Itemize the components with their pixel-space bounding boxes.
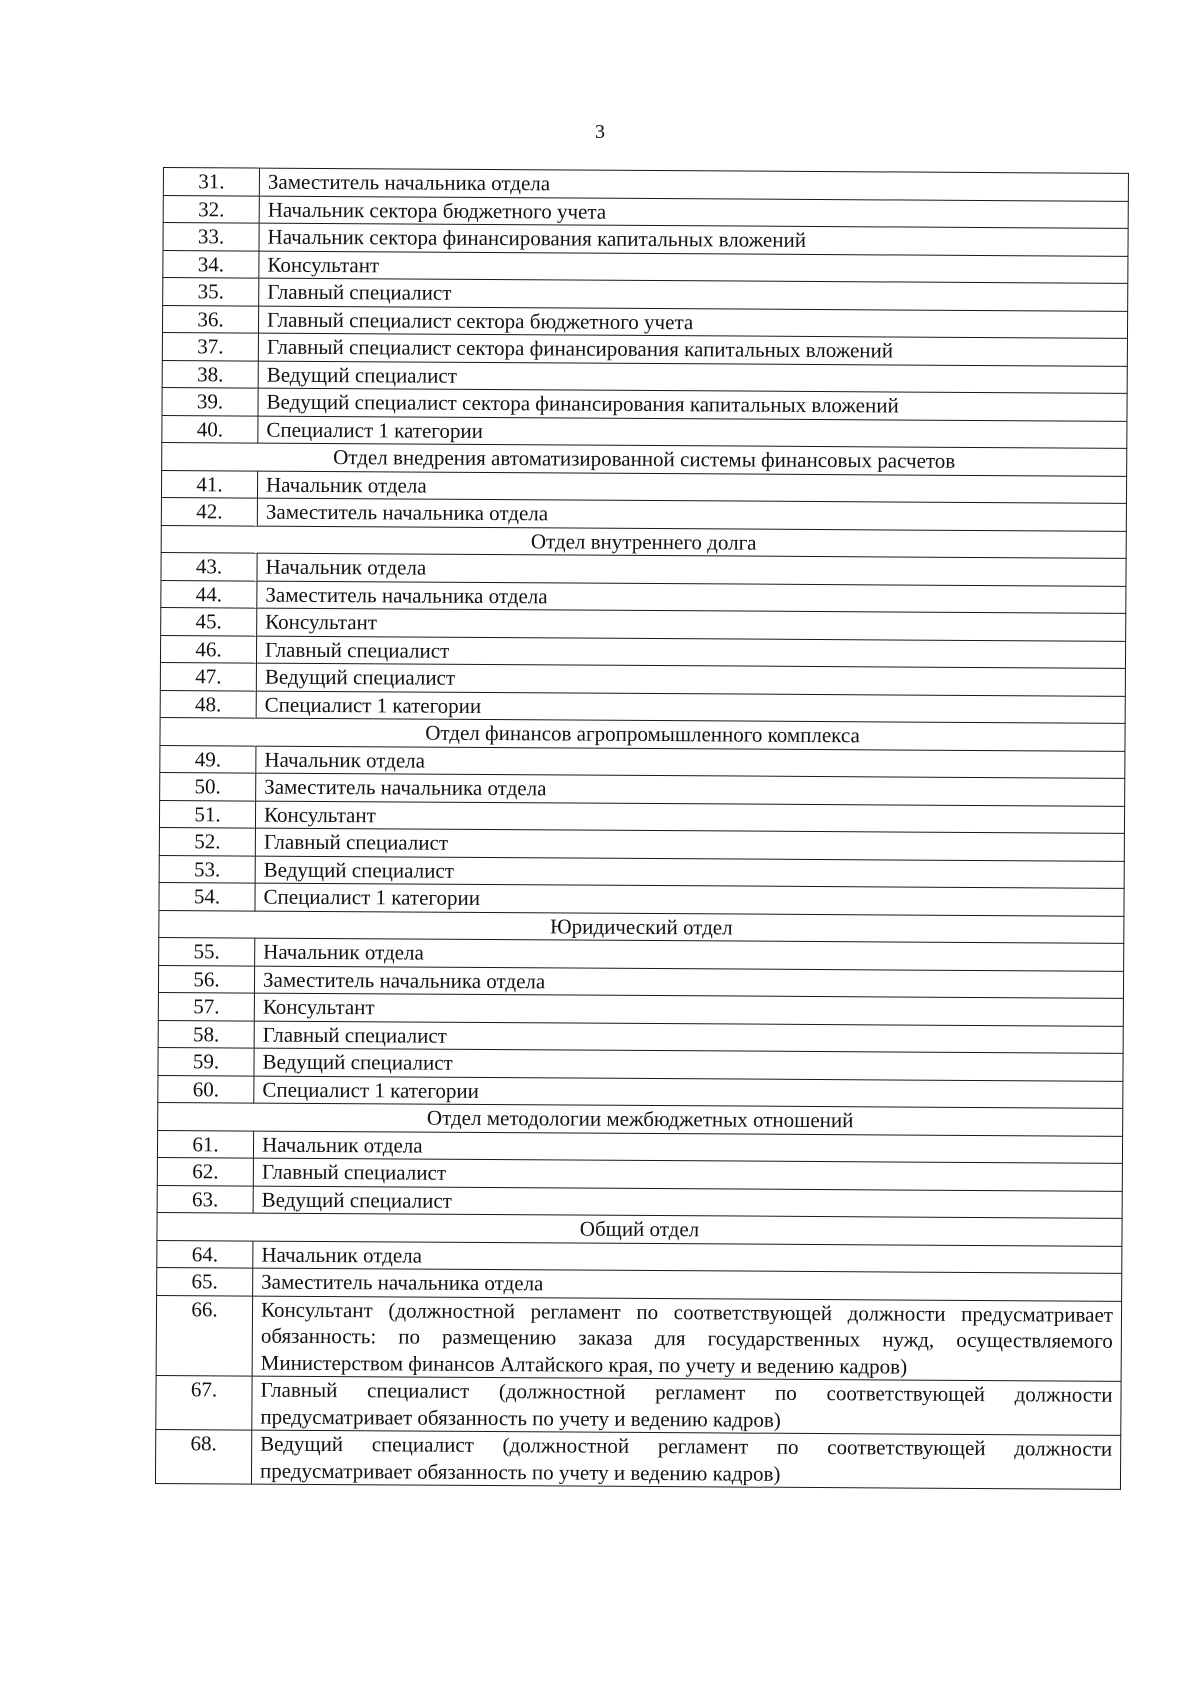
row-number: 64. [157,1240,253,1268]
position-title: Главный специалист [259,278,1128,311]
row-number: 57. [158,992,254,1020]
section-title: Отдел методологии межбюджетных отношений [158,1102,1123,1135]
row-number: 47. [160,662,256,690]
row-number: 51. [159,800,255,828]
row-number: 39. [162,387,258,415]
table-row [156,1295,1121,1381]
position-title: Специалист 1 категории [256,691,1125,724]
row-number: 68. [155,1429,251,1484]
position-title: Ведущий специалист (должностной регламент по соответствующей должности предусматривает обязанность по учету и ведению кадров) [251,1430,1120,1489]
position-title: Главный специалист [256,636,1125,669]
position-title: Главный специалист [254,1021,1123,1054]
row-number: 61. [157,1130,253,1158]
position-title: Заместитель начальника отдела [254,966,1123,999]
position-title: Начальник отдела [257,471,1126,504]
position-title: Ведущий специалист [258,361,1127,394]
position-title: Специалист 1 категории [258,416,1127,449]
row-number: 48. [160,690,256,718]
position-title: Начальник отдела [255,938,1124,971]
position-title: Консультант [255,801,1124,834]
row-number: 63. [157,1185,253,1213]
position-title: Начальник сектора бюджетного учета [259,196,1128,229]
row-number: 45. [161,607,257,635]
position-title: Заместитель начальника отдела [257,498,1126,531]
positions-table-body [155,168,1128,1490]
row-number: 49. [160,745,256,773]
position-title: Начальник отдела [256,746,1125,779]
row-number: 32. [163,195,259,223]
position-title: Главный специалист [253,1158,1122,1191]
table-row [156,1375,1121,1435]
row-number: 58. [158,1020,254,1048]
row-number: 40. [162,415,258,443]
row-number: 41. [161,470,257,498]
position-title: Заместитель начальника отдела [257,581,1126,614]
position-title: Ведущий специалист сектора финансирования капитальных вложений [258,388,1127,421]
position-title: Ведущий специалист [254,1048,1123,1081]
row-number: 56. [158,965,254,993]
row-number: 50. [160,772,256,800]
row-number: 65. [157,1267,253,1295]
position-title: Главный специалист сектора бюджетного учета [258,306,1127,339]
section-title: Отдел финансов агропромышленного комплекса [160,717,1125,750]
position-title: Консультант [257,608,1126,641]
position-title: Консультант [259,251,1128,284]
section-title: Отдел внутреннего долга [161,525,1126,558]
row-number: 42. [161,497,257,525]
row-number: 33. [163,223,259,251]
position-title: Начальник сектора финансирования капитальных вложений [259,223,1128,256]
row-number: 46. [160,635,256,663]
position-title: Главный специалист сектора финансирования капитальных вложений [258,333,1127,366]
section-title: Юридический отдел [159,910,1124,943]
row-number: 60. [158,1075,254,1103]
position-title: Заместитель начальника отдела [253,1268,1122,1301]
row-number: 55. [159,937,255,965]
row-number: 54. [159,882,255,910]
position-title: Консультант (должностной регламент по соответствующей должности предусматривает обязанность: по размещению заказа для государственных нужд, осуществляемого Министерством финансов Алтайского края, по учету и ведению кадров) [252,1296,1121,1382]
position-title: Начальник отдела [257,553,1126,586]
section-title: Общий отдел [157,1212,1122,1245]
position-title: Главный специалист (должностной регламент по соответствующей должности предусматривает обязанность по учету и ведению кадров) [252,1376,1121,1435]
row-number: 37. [162,332,258,360]
position-title: Ведущий специалист [256,663,1125,696]
position-title: Консультант [254,993,1123,1026]
row-number: 52. [159,827,255,855]
table-row [155,1429,1120,1489]
position-title: Специалист 1 категории [255,883,1124,916]
position-title: Специалист 1 категории [254,1076,1123,1109]
position-title: Заместитель начальника отдела [259,168,1128,201]
row-number: 44. [161,580,257,608]
row-number: 43. [161,552,257,580]
position-title: Начальник отдела [253,1241,1122,1274]
row-number: 66. [156,1295,252,1376]
row-number: 31. [163,168,259,196]
position-title: Главный специалист [255,828,1124,861]
section-title: Отдел внедрения автоматизированной системы финансовых расчетов [162,442,1127,475]
row-number: 36. [162,305,258,333]
position-title: Начальник отдела [253,1131,1122,1164]
row-number: 34. [163,250,259,278]
position-title: Заместитель начальника отдела [256,773,1125,806]
row-number: 62. [157,1157,253,1185]
position-title: Ведущий специалист [255,856,1124,889]
row-number: 53. [159,855,255,883]
row-number: 35. [163,278,259,306]
position-title: Ведущий специалист [253,1186,1122,1219]
row-number: 59. [158,1047,254,1075]
row-number: 67. [156,1375,252,1430]
row-number: 38. [162,360,258,388]
page-number: 3 [595,121,605,143]
positions-table [155,167,1129,1490]
